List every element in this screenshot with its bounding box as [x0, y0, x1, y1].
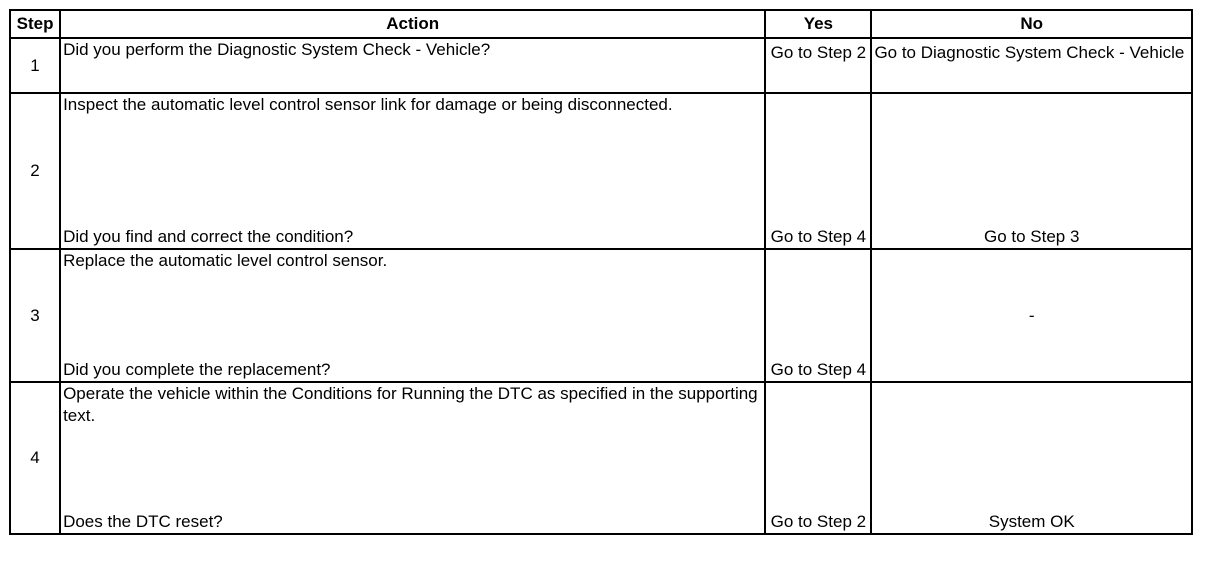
action-cell — [61, 94, 764, 248]
header-action: Action — [61, 11, 764, 37]
yes-cell: Go to Step 4 — [766, 94, 870, 248]
table-row — [11, 94, 1191, 248]
table-row — [11, 250, 1191, 381]
yes-cell: Go to Step 2 — [766, 383, 870, 533]
action-text: Did you perform the Diagnostic System Check - Vehicle? — [63, 40, 491, 59]
step-number: 4 — [11, 383, 59, 533]
action-question: Does the DTC reset? — [63, 512, 223, 531]
header-step: Step — [11, 11, 59, 37]
action-cell — [61, 39, 764, 92]
action-cell — [61, 383, 764, 533]
action-text: Replace the automatic level control sensor. — [63, 251, 388, 270]
no-cell: - — [872, 250, 1191, 381]
header-row — [11, 11, 1191, 37]
no-cell: Go to Diagnostic System Check - Vehicle — [872, 39, 1191, 92]
step-number: 2 — [11, 94, 59, 248]
yes-cell: Go to Step 2 — [766, 39, 870, 92]
action-cell — [61, 250, 764, 381]
table-row — [11, 383, 1191, 533]
action-question: Did you complete the replacement? — [63, 360, 331, 379]
step-number: 1 — [11, 39, 59, 92]
step-number: 3 — [11, 250, 59, 381]
action-text: Operate the vehicle within the Conditions for Running the DTC as specified in the supporting text. — [63, 384, 758, 425]
diagnostic-table — [9, 9, 1193, 535]
header-no: No — [872, 11, 1191, 37]
action-question: Did you find and correct the condition? — [63, 227, 354, 246]
no-cell: Go to Step 3 — [872, 94, 1191, 248]
action-text: Inspect the automatic level control sensor link for damage or being disconnected. — [63, 95, 673, 114]
header-yes: Yes — [766, 11, 870, 37]
no-cell: System OK — [872, 383, 1191, 533]
table-row — [11, 39, 1191, 92]
yes-cell: Go to Step 4 — [766, 250, 870, 381]
